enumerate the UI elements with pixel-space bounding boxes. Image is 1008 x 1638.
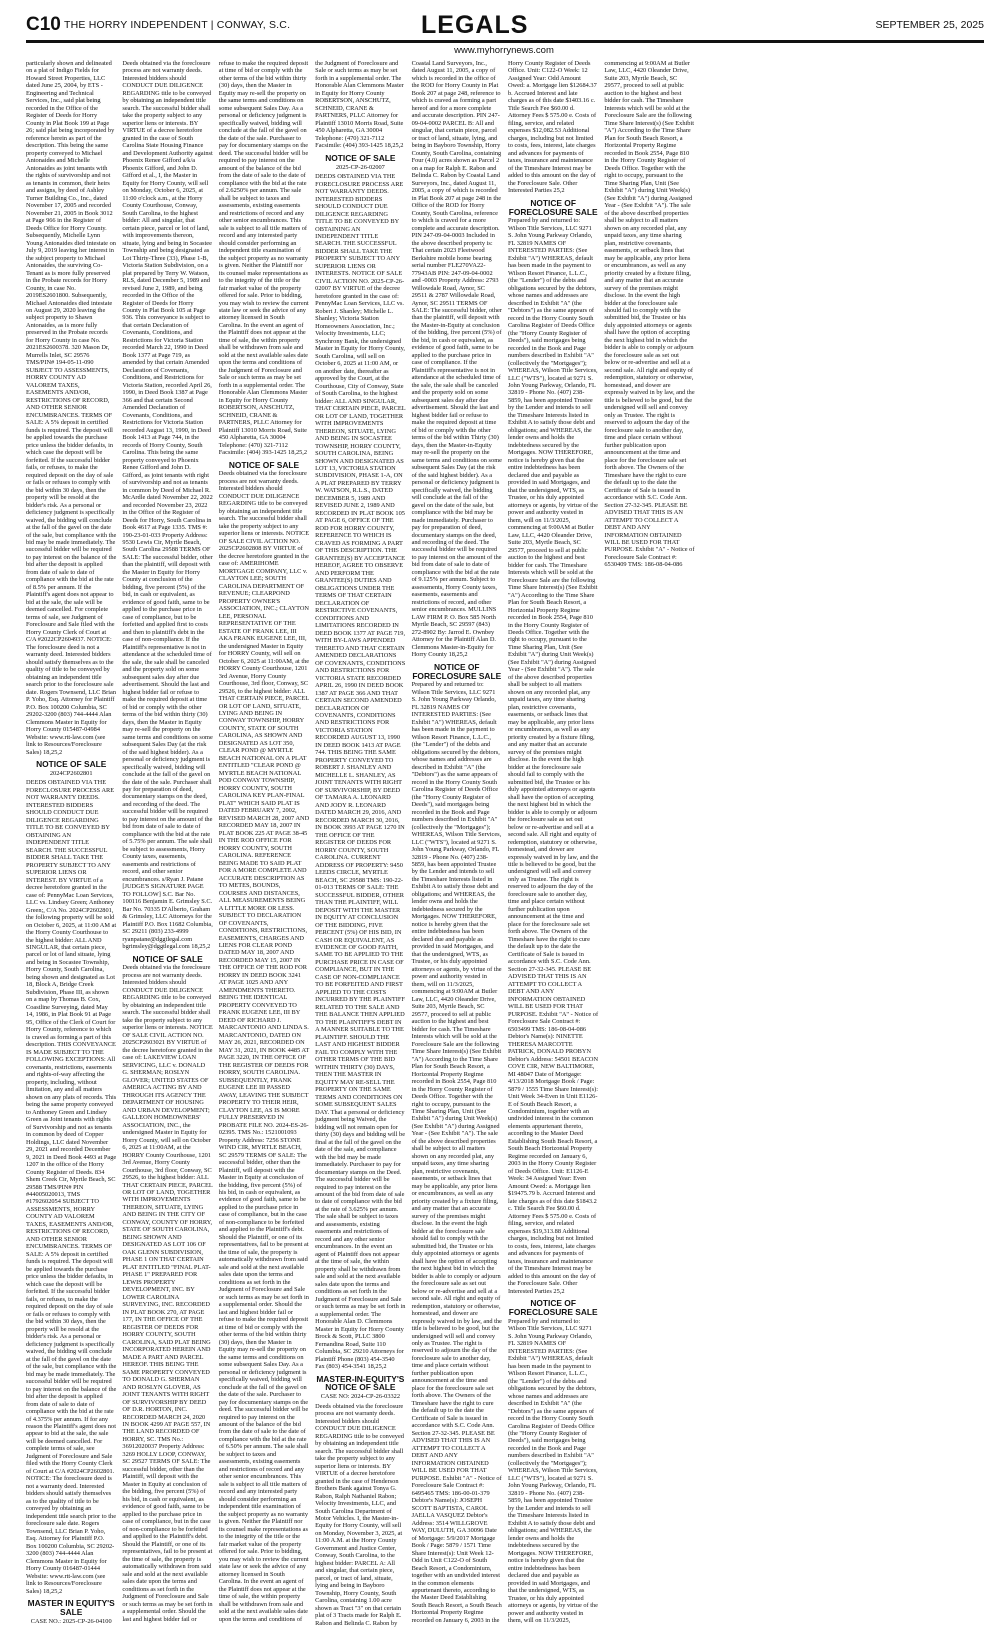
paper-name: THE HORRY INDEPENDENT | CONWAY, S.C. bbox=[64, 19, 291, 31]
notice-body: Prepared by and returned to: Wilson Title Services, LLC 9271 S. John Young Parkway Orlando, FL 32819 NAMES OF INTERESTED PARTIES: (See Exhibit "A") WHEREAS, default has been made in the payment to Wilson Resort Finance, L.L.C., (the "Lender") of the debts and obligations secured by the debtors, whose names and addresses are described in Exhibit "A" (the "Debtors") as the same appears of record in the Horry County South Carolina Register of Deeds Office (the "Horry County Register of Deeds"), said mortgages being recorded in the Book and Page numbers described in Exhibit "A" (collectively the "Mortgages"); WHEREAS, Wilson Title Services, LLC ("WTS"), located at 9271 S. John Young Parkway, Orlando, FL 32819 - Phone No. (407) 238-5859, has been appointed Trustee by the Lender and intends to sell the Timeshare Interests listed in Exhibit A to satisfy those debt and obligations; and WHEREAS, the lender owns and holds the indebtedness secured by the Mortgages. NOW THEREFORE, notice is hereby given that the entire indebtedness has been declared due and payable as provided in said Mortgages, and that the undersigned, WTS, as Trustee, or his duly appointed attorneys or agents, by virtue of the power and authority vested in them, will on 11/3/2025, commencing at 9:00AM at Butler Law, LLC, 4420 Oleander Drive, Suite 203, Myrtle Beach, SC 29577, proceed to sell at public auction to the highest and best bidder for cash. The Timeshare Interests which will be sold at the Foreclosure Sale are the following Time Share Interest(s) (See Exhibit "A") According to the Time Share Plan for South Beach Resort, a Horizontal Property Regime recorded in Book 2554, Page 810 in the Horry County Register of Deeds Office. Together with the right to occupy, pursuant to the Time Sharing Plan, Unit (See Exhibit "A") during Unit Week(s) (See Exhibit "A") during Assigned Year - (See Exhibit "A"). The sale of the above described properties shall be subject to all matters shown on any recorded plat, any unpaid taxes, any time sharing plan, restrictive covenants, easements, or setback lines that may be applicable, any prior liens or encumbrances, as well as any priority created by a fixture filing, and any matter that an accurate survey of the premises might disclose. In the event the high bidder at the foreclosure sale should fail to comply with the submitted bid, the Trustee or his duly appointed attorneys or agents shall have the option of accepting the next highest bid in which the bidder is able to comply or adjourn the foreclosure sale as set out below or re-advertise and sell at a second sale. All right and equity of redemption, statutory or otherwise, homestead, and dower are expressly waived in by law, and the title is believed to be good, but the undersigned will sell and convey only as Trustee. The right is reserved to adjourn the day of the foreclosure sale to another day, time and place certain without further publication upon announcement at the time and place for the foreclosure sale set forth above. The Owners of the Timeshare have the right to cure the default up to the date the Certificate of Sale is issued in accordance with S.C. Code Ann. Section 27-32-345. PLEASE BE ADVISED THAT THIS IS AN ATTEMPT TO COLLECT A DEBT AND ANY INFORMATION OBTAINED WILL BE USED FOR THAT PURPOSE. Exhibit "A" - Notice of Foreclosure Sale Contract #: 6495465 TMS: 186-00-01-379 Debtor's Name(s): JOSEPH SCOTT BAPTISTA, CAROL JAELLA VASQUEZ Debtor's Address: 3514 WILLGROVE WAY, DULUTH, GA 30096 Date of Mortgage: 5/9/2017 Mortgage Book / Page: 5879 / 1571 Time Share Interest(s): Unit Week 12-Odd in Unit C122-O of South Beach Resort, a Condominium, together with an undivided interest in the common elements appurtenant thereto, according to the Master Deed Establishing South Beach Resort, a South Beach Horizontal Property Regime recorded on January 6, 2003 in the Horry County Register of Deeds Office. Unit: C122-O Week: 12 Assigned Year: Odd Amount Owed: a. Mortgage lien $12684.37 b. Accrued Interest and late charges as of this date $1403.16 c. Title Search Fee $60.00 d. Attorney Fees $ 575.00 e. Costs of filing, service, and related expenses $12,082.53 Additional charges, including but not limited to costs, fees, interest, late charges and advances for payments of taxes, insurance and maintenance of the Timeshare Interest may be added to this amount on the day of the Foreclosure Sale. Other Interested Parties 25,2 bbox=[411, 60, 597, 1624]
page-number: C10 bbox=[26, 14, 61, 35]
notice-heading: NOTICE OF SALE bbox=[36, 759, 107, 770]
legal-notice bbox=[508, 199, 598, 1295]
notice-body: Deeds obtained via the foreclosure process are not warranty deeds. Interested bidders should CONDUCT DUE DILIGENCE REGARDING title to be conveyed by obtaining an independent title search. The successful bidder shall take the property subject to any superior liens or interests. NOTICE OF SALE CIVIL ACTION NO. 2025CP2602808 BY VIRTUE of the decree heretofore granted in the case of: AMERIHOME MORTGAGE COMPANY, LLC v. CLAYTON LEE; SOUTH CAROLINA DEPARTMENT OF REVENUE; CLEARPOND PROPERTY OWNER'S ASSOCIATION, INC.; CLAYTON LEE, PERSONAL REPRESENTATIVE OF THE ESTATE OF FRANK LEE, III AKA FRANK EUGENE LEE, III, the undersigned Master in Equity for HORRY County, will sell on October 6, 2025 at 11:00AM, at the HORRY County Courthouse, 1201 3rd Avenue, Horry County Courthouse, 3rd floor, Conway, SC 29526, to the highest bidder: ALL THAT CERTAIN PIECE, PARCEL OR LOT OF LAND, SITUATE, LYING AND BEING IN CONWAY TOWNSHIP, HORRY COUNTY, STATE OF SOUTH CAROLINA, AS SHOWN AND DESIGNATED AS LOT 350, CLEAR POND @ MYRTLE BEACH NATIONAL ON A PLAT ENTITLED "CLEAR POND @ MYRTLE BEACH NATIONAL POD CONWAY TOWNSHIP, HORRY COUNTY, SOUTH CAROLINA KEY PLAN-FINAL PLAT" WHICH SAID PLAT IS DATED FEBRUARY 7, 2002, REVISED MARCH 28, 2007 AND RECORDED MAY 18, 2007 IN PLAT BOOK 225 AT PAGE 38-45 IN THE ROD OFFICE FOR HORRY COUNTY, SOUTH CAROLINA. REFERENCE BEING MADE TO SAID PLAT FOR A MORE COMPLETE AND ACCURATE DESCRIPTION AS TO METES, BOUNDS, COURSES AND DISTANCES, ALL MEASUREMENTS BEING A LITTLE MORE OR LESS. SUBJECT TO DECLARATION OF COVENANTS, CONDITIONS, RESTRICTIONS, EASEMENTS, CHARGES AND LIENS FOR CLEAR POND DATED MAY 18, 2007 AND RECORDED MAY 15, 2007 IN THE OFFICE OF THE ROD FOR HORRY IN DEED BOOK 3241 AT PAGE 1025 AND ANY AMENDMENTS THERETO. BEING THE IDENTICAL PROPERTY CONVEYED TO FRANK EUGENE LEE, III BY DEED OF RICHARD J. MARCANTONIO AND LINDA S. MARCANTONIO, DATED ON MAY 26, 2021, RECORDED ON MAY 31, 2021, IN BOOK 4485 AT PAGE 3220, IN THE OFFICE OF THE REGISTER OF DEEDS FOR HORRY, SOUTH CAROLINA. SUBSEQUENTLY, FRANK EUGENE LEE III PASSED AWAY, LEAVING THE SUBJECT PROPERTY TO THEIR HEIR, CLAYTON LEE, AS IS MORE FULLY PRESERVED IN PROBATE FILE NO. 2024-ES-26-02395. TMS No.: 1521001093 Property Address: 7256 STONE WIND CIR, MYRTLE BEACH, SC 29579 TERMS OF SALE: The successful bidder, other than the Plaintiff, will deposit with the Master in Equity at conclusion of the bidding, five percent (5%) of his bid, in cash or equivalent, as evidence of good faith, same to be applied to the purchase price in case of compliance, but in the case of non-compliance to be forfeited and applied to the Plaintiff's debt. Should the Plaintiff, or one of its representatives, fail to be present at the time of sale, the property is automatically withdrawn from said sale and sold at the next available sales date upon the terms and conditions as set forth in the Judgment of Foreclosure and Sale or such terms as may be set forth in a supplemental order. Should the last and highest bidder fail or refuse to make the required deposit at time of bid or comply with the other terms of the bid within thirty (30) days, then the Master in Equity may re-sell the property on the same terms and conditions on some subsequent Sales Day. As a personal or deficiency judgment is specifically waived, bidding will conclude at the fall of the gavel on the date of the sale. Purchaser to pay for documentary stamps on the deed. The successful bidder will be required to pay interest on the amount of the balance of the bid from the date of sale to the date of compliance with the bid at the rate of 6.50% per annum. The sale shall be subject to taxes and assessments, existing easements and restrictions of record and any other senior encumbrances. This sale is subject to all title matters of record and any interested party should consider performing an independent title examination of the subject property as no warranty is given. Neither the Plaintiff nor its counsel make representations as to the integrity of the title or the fair market value of the property offered for sale. Prior to bidding, you may wish to review the current state law or seek the advice of any attorney licensed in South Carolina. In the event an agent of the Plaintiff does not appear at the time of sale, the within property shall be withdrawn from sale and sold at the next available sales date upon the terms and conditions of the Judgment of Foreclosure and Sale or such terms as may be set forth in a supplemental order. The Honorable Alan Clemmons Master in Equity for Horry County ROBERTSON, ANSCHUTZ, SCHNEID, CRANE & PARTNERS, PLLC Attorney for Plaintiff 13010 Morris Road, Suite 450 Alpharetta, GA 30004 Telephone: (470) 321-7112 Facsimile: (404) 393-1425 18,25,2 bbox=[218, 60, 404, 1623]
notice-body: particularly shown and delineated on a plat of Indigo Fields for Howard Street Properties, LLC dated June 25, 2004, by ETS - Engineering and Technical Services, Inc., said plat being recorded in the Office of the Register of Deeds for Horry County in Plat Book 199 at Page 26; said plat being incorporated by reference herein as part of the description. This being the same property conveyed to Michael Antonaides and Michelle Antonaides as joint tenants with the rights of survivorship and not as tenants in common, their heirs and assigns, by deed of Ashley Turner Building Co., Inc., dated November 17, 2005 and recorded November 21, 2005 in Book 3012 at Page 966 in the Register of Deeds Office for Horry County. Subsequently, Michelle Lynn Young Antonaides died intestate on July 9, 2019 leaving her interest in the subject property to Michael Antonaides, the surviving Co-Tenant as is more fully preserved in the Probate records for Horry County, in case No. 2019ES2601800. Subsequently, Michael Antonaides died intestate on August 29, 2020 leaving the subject property to Shawn Antonaides, as is more fully preserved in the Probate records for Horry County in case No. 2021ES2600378. 320 Mason Dr, Murrells Inlet, SC 29576 TMS/PIN# 194-05-11-090 SUBJECT TO ASSESSMENTS, HORRY COUNTY AD VALOREM TAXES, EASEMENTS AND/OR, RESTRICTIONS OF RECORD, AND OTHER SENIOR ENCUMBRANCES. TERMS OF SALE: A 5% deposit in certified funds is required. The deposit will be applied towards the purchase price unless the bidder defaults, in which case the deposit will be forfeited. If the successful bidder fails, or refuses, to make the required deposit on the day of sale or fails or refuses to comply with the bid within 30 days, then the property will be resold at the bidder's risk. As a personal or deficiency judgment is specifically waived, the bidding will conclude at the fall of the gavel on the date of the sale, but compliance with the bid may be made immediately. The successful bidder will be required to pay interest on the balance of the bid after the deposit is applied from date of sale to date of compliance with the bid at the rate of 8.5% per annum. If the Plaintiff's agent does not appear to bid at the sale, the sale will be deemed cancelled. For complete terms of sale, see Judgment of Foreclosure and Sale filed with the Horry County Clerk of Court at C/A #2022CP2604937. NOTICE: The foreclosure deed is not a warranty deed. Interested bidders should satisfy themselves as to the quality of title to be conveyed by obtaining an independent title search prior to the foreclosure sale date. Rogers Townsend, LLC Brian P. Yoho, Esq. Attorney for Plaintiff P.O. Box 100200 Columbia, SC 29202-3200 (803) 744-4444 Alan Clemmons Master in Equity for Horry County 015487-04984 Website: www.rtt-law.com (see link to Resources/Foreclosure Sales) 18,25,2 bbox=[26, 60, 117, 756]
notice-body: Deeds obtained via the foreclosure process are not warranty deeds. Interested bidders should CONDUCT DUE DILIGENCE REGARDING title to be conveyed by obtaining an independent title search. The successful bidder shall take the property subject to any superior liens or interests. BY VIRTUE of a decree heretofore granted in the case of South Carolina State Housing Finance and Development Authority against Phoenix Renee Gifford a/k/a Phoenix Gifford, and John D. Gifford et al., I, the Master in Equity for Horry County, will sell on Monday, October 6, 2025, at 11:00 o'clock a.m., at the Horry County Courthouse, Conway, South Carolina, to the highest bidder: All and singular, that certain piece, parcel or lot of land, with improvements thereon, situate, lying and being in Socastee Township and being designated as Lot Thirty-Three (33), Phase 1-B, Victoria Station Subdivision, on a plat prepared by Terry W. Watson, RLS, dated December 5, 1989 and revised June 2, 1989, and being recorded in the Office of the Register of Deeds for Horry County in Plat Book 105 at Page 936. This conveyance is subject to that certain Declaration of Covenants, Conditions, and Restrictions for Victoria Station recorded March 22, 1990 in Deed Book 1377 at Page 719, as amended by that certain Amended Declaration of Covenants, Conditions, and Restrictions for Victoria Station, recorded April 26, 1990, in Deed Book 1387 at Page 366 and that certain Second Amended Declaration of Covenants, Conditions, and Restrictions for Victoria Station recorded August 13, 1990, in Deed Book 1413 at Page 744, in the records of Horry County, South Carolina. This being the same property conveyed to Phoenix Renee Gifford and John D. Gifford, as joint tenants with right of survivorship and not as tenants in common by Deed of Michael R. McArdle dated November 22, 2022 and recorded November 23, 2022 in the Office of the Register of Deeds for Horry, South Carolina in Book 4617 at Page 1335. TMS #: 190-23-01-033 Property Address: 9530 Lewis Cir, Myrtle Beach, South Carolina 29588 TERMS OF SALE: The successful bidder, other than the plaintiff, will deposit with the Master in Equity for Horry County at conclusion of the bidding, five percent (5%) of the bid, in cash or equivalent, as evidence of good faith, same to be applied to the purchase price in case of compliance, but to be forfeited and applied first to costs and then to plaintiff's debt in the case of non-compliance. If the Plaintiff's representative is not in attendance at the scheduled time of the sale, the sale shall be canceled and the property sold on some subsequent sales day after due advertisement. Should the last and highest bidder fail or refuse to make the required deposit at time of bid or comply with the other terms of the bid within thirty (30) days, then the Master in Equity may re-sell the property on the same terms and conditions on some subsequent Sales Day (at the risk of the said highest bidder). As a personal or deficiency judgment is specifically waived, bidding will conclude at the fall of the gavel on the date of the sale. Purchaser shall pay for preparation of deed, documentary stamps on the deed, and recording of the deed. The successful bidder will be required to pay interest on the amount of the bid from date of sale to date of compliance with the bid at the rate of 5.75% per annum. The sale shall be subject to assessments, Horry County taxes, easements, easements and restrictions of record, and other senior encumbrances. s/Ryan J. Patane [JUDGE'S SIGNATURE PAGE TO FOLLOW] S.C. Bar No. 100116 Benjamin E. Grimsley S.C. Bar No. 70335 D'Alberto, Graham & Grimsley, LLC Attorneys for the Plaintiff P.O. Box 11682 Columbia, SC 29211 (803) 233-4999 ryanpatane@dggtlegal.com bgrimsley@dggtlegal.com 18,25,2 bbox=[122, 60, 213, 951]
notice-heading: NOTICE OF SALE bbox=[325, 152, 396, 163]
legal-notice bbox=[26, 760, 116, 1595]
notice-heading: NOTICE OF SALE bbox=[132, 953, 203, 964]
notice-case-number: CASE NO: 2024-CP-26-03322 bbox=[320, 1393, 401, 1401]
notice-body: Deeds obtained via the foreclosure process are not warranty deeds. Interested bidders should CONDUCT DUE DILIGENCE REGARDING title to be conveyed by obtaining an independent title search. The successful bidder shall take the property subject to any superior liens or interests. NOTICE OF SALE CIVIL ACTION NO. 2025CP2603021 BY VIRTUE of the decree heretofore granted in the case of: LAKEVIEW LOAN SERVICING, LLC v. DONALD G. SHERMAN; ROSLYN GLOVER; UNITED STATES OF AMERICA ACTING BY AND THROUGH ITS AGENCY THE DEPARTMENT OF HOUSING AND URBAN DEVELOPMENT; GALLEON HOMEOWNERS' ASSOCIATION, INC., the undersigned Master in Equity for Horry County, will sell on October 6, 2025 at 11:00AM, at the HORRY County Courthouse, 1201 3rd Avenue, Horry County Courthouse, 3rd floor, Conway, SC 29526, to the highest bidder: ALL THAT CERTAIN PIECE, PARCEL OR LOT OF LAND, TOGETHER WITH IMPROVEMENTS THEREON, SITUATE, LYING AND BEING IN THE CITY OF CONWAY, COUNTY OF HORRY, STATE OF SOUTH CAROLINA, BEING SHOWN AND DESIGNATED AS LOT 106 OF OAK GLENN SUBDIVISION, PHASE 1 ON THAT CERTAIN PLAT ENTITLED "FINAL PLAT- PHASE 1" PREPARED FOR LEWIS PROPERTY DEVELOPMENT, INC. BY LOWER CAROLINA SURVEYING, INC. RECORDED IN PLAT BOOK 270, AT PAGE 177, IN THE OFFICE OF THE REGISTER OF DEEDS FOR HORRY COUNTY, SOUTH CAROLINA, SAID PLAT BEING INCORPORATED HEREIN AND MADE A PART AND PARCEL HEREOF. THIS BEING THE SAME PROPERTY CONVEYED TO DONALD G. SHERMAN AND ROSLYN GLOVER, AS JOINT TENANTS WITH RIGHT OF SURVIVORSHIP BY DEED OF D.R. HORTON, INC. RECORDED MARCH 24, 2020 IN BOOK 4299 AT PAGE 557, IN THE LAND RECORDED OF HORRY, SC. TMS No.: 36912020037 Property Address: 3269 HOLLY LOOP, CONWAY, SC 29527 TERMS OF SALE: The successful bidder, other than the Plaintiff, will deposit with the Master in Equity at conclusion of the bidding, five percent (5%) of his bid, in cash or equivalent, as evidence of good faith, same to be applied to the purchase price in case of compliance, but in the case of non-compliance to be forfeited and applied to the Plaintiff's debt. Should the Plaintiff, or one of its representatives, fail to be present at the time of sale, the property is automatically withdrawn from said sale and sold at the next available sales date upon the terms and conditions as set forth in the Judgment of Foreclosure and Sale or such terms as may be set forth in a supplemental order. Should the last and highest bidder fail or refuse to make the required deposit at time of bid or comply with the other terms of the bid within thirty (30) days, then the Master in Equity may re-sell the property on the same terms and conditions on some subsequent Sales Day. As a personal or deficiency judgment is specifically waived, bidding will conclude at the fall of the gavel on the date of the sale. Purchaser to pay for documentary stamps on the deed. The successful bidder will be required to pay interest on the amount of the balance of the bid from the date of sale to the date of compliance with the bid at the rate of 2.6250% per annum. The sale shall be subject to taxes and assessments, existing easements and restrictions of record and any other senior encumbrances. This sale is subject to all title matters of record and any interested party should consider performing an independent title examination of the subject property as no warranty is given. Neither the Plaintiff nor its counsel make representations as to the integrity of the title or the fair market value of the property offered for sale. Prior to bidding, you may wish to review the current state law or seek the advice of any attorney licensed in South Carolina. In the event an agent of the Plaintiff does not appear at the time of sale, the within property shall be withdrawn from sale and sold at the next available sales date upon the terms and conditions of the Judgment of Foreclosure and Sale or such terms as may be set forth in a supplemental order. The Honorable Alan Clemmons Master in Equity for Horry County ROBERTSON, ANSCHUTZ, SCHNEID, CRANE & PARTNERS, PLLC Attorney for Plaintiff 13010 Morris Road, Suite 450 Alpharetta, GA 30004 Telephone: (470) 321-7112 Facsimile: (404) 393-1425 18,25,2 bbox=[122, 60, 309, 1623]
notice-heading: MASTER IN EQUITY'S SALE bbox=[27, 1598, 115, 1617]
notice-body: Deeds obtained via the foreclosure process are not warranty deeds. Interested bidders should CONDUCT DUE DILIGENCE REGARDING title to be conveyed by obtaining an independent title search. The successful bidder shall take the property subject to any superior liens or interests. BY VIRTUE of a decree heretofore granted in the case of Henderson Brothers Bank against Tonya G. Rabon, Ralph Nathaniel Rabon; Velocity Investments, LLC, and South Carolina Department of Motor Vehicles. I, the Master-in-Equity for Horry County, will sell on Monday, November 3, 2025, at 11:00 A.M. at the Horry County Government and Justice Center, Conway, South Carolina, to the highest bidder: PARCEL A: All and singular, that certain piece, parcel, or tract of land, situate, lying and being in Bayboro Township, Horry County, South Carolina, containing 1.00 acre shown as Tract "3" on that certain plat of 3 Tracts made for Ralph E. Rabon and Belinda C. Rabon by Coastal Land Surveyors, Inc., dated August 11, 2005, a copy of which is recorded in the office of the ROD for Horry County in Plat Book 207 at page 248, reference to which is craved as forming a part hereof and for a more complete and accurate description. PIN 247-09-04-0002 PARCEL B: All and singular, that certain piece, parcel or tract of land, situate, lying, and being in Bayboro Township, Horry County, South Carolina, containing Four (4.0) acres shown as Parcel 2 on a map for Ralph E. Rabon and Belinda C. Rabon by Coastal Land Surveyors, Inc., dated August 11, 2005, a copy of which is recorded in Plat Book 207 at page 248 in the Office of the ROD for Horry County, South Carolina, reference to which is craved for a more complete and accurate description. PIN 247-09-04-0003 Included in the above described property is: That certain 2023 Fleetwood Berkshire mobile home bearing serial number FLE270VA22-77943AB PIN: 247-09-04-0002 and -0003 Property Address: 2793 Willowdale Road, Aynor, SC 29511 & 2787 Willowdale Road, Aynor, SC 29511 TERMS OF SALE: The successful bidder, other than the plaintiff, will deposit with the Master-in-Equity at conclusion of the bidding, five percent (5%) of the bid, in cash or equivalent, as evidence of good faith, same to be applied to the purchase price in case of compliance. If the Plaintiff's representative is not in attendance at the scheduled time of the sale, the sale shall be canceled and the property sold on some subsequent sales day after due advertisement. Should the last and highest bidder fail or refuse to make the required deposit at time of bid or comply with the other terms of the bid within Thirty (30) days, then the Master-in-Equity may re-sell the property on the same terms and conditions on some subsequent Sales Day (at the risk of the said highest bidder). As a personal or deficiency judgment is specifically waived, the bidding will conclude at the fall of the gavel on the date of the sale, but compliance with the bid may be made immediately. Purchaser to pay for preparation of deed, documentary stamps on the deed, and recording of the deed. The successful bidder will be required to pay interest on the amount of the bid from date of sale to date of compliance with the bid at the rate of 9.125% per annum. Subject to assessments, Horry County taxes, easements, easements and restrictions of record, and other senior encumbrances. MULLINS LAW FIRM P. O. Box 585 North Myrtle Beach, SC 29597 (843) 272-8902 By: Jarrod E. Ownbey Attorney for the Plaintiff Alan D. Clemmons Master-in-Equity for Horry County 18,25,2 bbox=[315, 60, 502, 1627]
notice-heading: MASTER-IN-EQUITY'S NOTICE OF SALE bbox=[316, 1373, 405, 1393]
notice-heading: NOTICE OF SALE bbox=[228, 459, 300, 470]
notice-heading: NOTICE OF FORECLOSURE SALE bbox=[508, 1298, 598, 1317]
notice-body: DEEDS OBTAINED VIA THE FORECLOSURE PROCESS ARE NOT WARRANTY DEEDS. INTERESTED BIDDERS SHOULD CONDUCT DUE DILIGENCE REGARDING TITLE TO BE CONVEYED BY OBTAINING AN INDEPENDENT TITLE SEARCH. THE SUCCESSFUL BIDDER SHALL TAKE THE PROPERTY SUBJECT TO ANY SUPERIOR LIENS OR INTEREST. BY VIRTUE of a decree heretofore granted in the case of: PennyMac Loan Services, LLC vs. Lindsey Green; Anthoney Green;, C/A No. 2024CP2602801, the following property will be sold on October 6, 2025, at 11:00 AM at the Horry County Courthouse to the highest bidder: ALL AND SINGULAR, that certain piece, parcel or lot of land situate, lying and being in Socastee Township, Horry County, South Carolina, being shown and designated as Lot 18, Block A, Bridge Creek Subdivision, Phase III, as shown on a map by Thomas B. Cox, Coastline Surveying, dated May 14, 1986, in Plat Book 91 at Page 95, Office of the Clerk of Court for Horry County, reference to which is craved as forming a part of this description. THIS CONVEYANCE IS MADE SUBJECT TO THE FOLLOWING EXCEPTIONS: All covenants, restrictions, easements and rights-of-way affecting the property, including, without limitation, any and all matters shown on any plats of records. This being the same property conveyed to Anthoney Green and Lindsey Green as Joint tenants with rights of Survivorship and not as tenants in common by deed of Copper Holdings, LLC dated November 29, 2021 and recorded December 9, 2021 in Deed Book 4493 at Page 1207 in the office of the Horry County Register of Deeds. 834 Shem Creek Cir, Myrtle Beach, SC 29588 TMS/PIN# PIN #44005020013, TMS #1792602054 SUBJECT TO ASSESSMENTS, HORRY COUNTY AD VALOREM TAXES, EASEMENTS AND/OR, RESTRICTIONS OF RECORD, AND OTHER SENIOR ENCUMBRANCES. TERMS OF SALE: A 5% deposit in certified funds is required. The deposit will be applied towards the purchase price unless the bidder defaults, in which case the deposit will be forfeited. If the successful bidder fails, or refuses, to make the required deposit on the day of sale or fails or refuses to comply with the bid within 30 days, then the property will be resold at the bidder's risk. As a personal or deficiency judgment is specifically waived, the bidding will conclude at the fall of the gavel on the date of the sale, but compliance with the bid may be made immediately. The successful bidder will be required to pay interest on the balance of the bid after the deposit is applied from date of sale to date of compliance with the bid at the rate of 4.375% per annum. If for any reason the Plaintiff's agent does not appear to bid at the sale, the sale will be deemed cancelled. For complete terms of sale, see Judgment of Foreclosure and Sale filed with the Horry County Clerk of Court at C/A #2024CP2602801. NOTICE: The foreclosure deed is not a warranty deed. Interested bidders should satisfy themselves as to the quality of title to be conveyed by obtaining an independent title search prior to the foreclosure sale date. Rogers Townsend, LLC Brian P. Yoho, Esq. Attorney for Plaintiff P.O. Box 100200 Columbia, SC 29202-3200 (803) 744-4444 Alan Clemmons Master in Equity for Horry County 016487-01444 Website: www.rtt-law.com (see link to Resources/Foreclosure Sales) 18,25,2 bbox=[26, 779, 117, 1595]
legal-notice bbox=[315, 154, 405, 1371]
section-title: LEGALS bbox=[421, 11, 529, 39]
notice-body: Prepared by and returned to: Wilson Title Services, LLC 9271 S. John Young Parkway Orlando, FL 32819 NAMES OF INTERESTED PARTIES: (See Exhibit "A") WHEREAS, default has been made in the payment to Wilson Resort Finance, L.L.C., (the "Lender") of the debts and obligations secured by the debtors, whose names and addresses are described in Exhibit "A" (the "Debtors") as the same appears of record in the Horry County South Carolina Register of Deeds Office (the "Horry County Register of Deeds"), said mortgages being recorded in the Book and Page numbers described in Exhibit "A" (collectively the "Mortgages"); WHEREAS, Wilson Title Services, LLC ("WTS"), located at 9271 S. John Young Parkway, Orlando, FL 32819 - Phone No. (407) 238-5859, has been appointed Trustee by the Lender and intends to sell the Timeshare Interests listed in Exhibit A to satisfy those debt and obligations; and WHEREAS, the lender owns and holds the indebtedness secured by the Mortgages. NOW THEREFORE, notice is hereby given that the entire indebtedness has been declared due and payable as provided in said Mortgages, and that the undersigned, WTS, as Trustee, or his duly appointed attorneys or agents, by virtue of the power and authority vested in them, will on 11/3/2025, commencing at 9:00AM at Butler Law, LLC, 4420 Oleander Drive, Suite 203, Myrtle Beach, SC 29577, proceed to sell at public auction to the highest and best bidder for cash. The Timeshare Interests which will be sold at the Foreclosure Sale are the following Time Share Interest(s) (See Exhibit "A") According to the Time Share Plan for South Beach Resort, a Horizontal Property Regime recorded in Book 2554, Page 810 in the Horry County Register of Deeds Office. Together with the right to occupy, pursuant to the Time Sharing Plan, Unit (See Exhibit "A") during Unit Week(s) (See Exhibit "A") during Assigned Year - (See Exhibit "A"). The sale of the above described properties shall be subject to all matters shown on any recorded plat, any unpaid taxes, any time sharing plan, restrictive covenants, easements, or setback lines that may be applicable, any prior liens or encumbrances, as well as any priority created by a fixture filing, and any matter that an accurate survey of the premises might disclose. In the event the high bidder at the foreclosure sale should fail to comply with the submitted bid, the Trustee or his duly appointed attorneys or agents shall have the option of accepting the next highest bid in which the bidder is able to comply or adjourn the foreclosure sale as set out below or re-advertise and sell at a second sale. All right and equity of redemption, statutory or otherwise, homestead, and dower are expressly waived in by law, and the title is believed to be good, but the undersigned will sell and convey only as Trustee. The right is reserved to adjourn the day of the foreclosure sale to another day, time and place certain without further publication upon announcement at the time and place for the foreclosure sale set forth above. The Owners of the Timeshare have the right to cure the default up to the date the Certificate of Sale is issued in accordance with S.C. Code Ann. Section 27-32-345. PLEASE BE ADVISED THAT THIS IS AN ATTEMPT TO COLLECT A DEBT AND ANY INFORMATION OBTAINED WILL BE USED FOR THAT PURPOSE. Exhibit "A" - Notice of Foreclosure Sale Contract #: 6530409 TMS: 186-08-04-086 bbox=[507, 60, 695, 1625]
notice-case-number: 2024CP2602801 bbox=[49, 769, 93, 777]
notice-case-number: 2025-CP-26-02007 bbox=[335, 163, 385, 171]
notice-body: DEEDS OBTAINED VIA THE FORECLOSURE PROCESS ARE NOT WARRANTY DEEDS. INTERESTED BIDDERS SHOULD CONDUCT DUE DILIGENCE REGARDING TITLE TO BE CONVEYED BY OBTAINING AN INDEPENDENT TITLE SEARCH. THE SUCCESSFUL BIDDER SHALL TAKE THE PROPERTY SUBJECT TO ANY SUPERIOR LIENS OR INTERESTS. NOTICE OF SALE CIVIL ACTION NO. 2025-CP-26-02007 BY VIRTUE of the decree heretofore granted in the case of: PennyMac Loan Services, LLC vs. Robert J. Shanley; Michelle L. Shanley; Victoria Station Homeowners Association, Inc.; Velocity Investments, LLC; Synchrony Bank, the undersigned Master in Equity for Horry County, South Carolina, will sell on October 6, 2025 at 11:00 AM, or on another date, thereafter as approved by the Court, at the Courthouse, City of Conway, State of South Carolina, to the highest bidder: ALL AND SINGULAR, THAT CERTAIN PIECE, PARCEL OR LOT OF LAND, TOGETHER WITH IMPROVEMENTS THEREON, SITUATE, LYING AND BEING IN SOCASTEE TOWNSHIP, HORRY COUNTY, SOUTH CAROLINA, BEING SHOWN AND DESIGNATED AS LOT 13, VICTORIA STATION SUBDIVISION, PHASE 1-A, ON A PLAT PREPARED BY TERRY W. WATSON, R.L.S., DATED DECEMBER 5, 1989 AND REVISED JUNE 2, 1989 AND RECORDED IN PLAT BOOK 105 AT PAGE 6, OFFICE OF THE ROD FOR HORRY COUNTY, REFERENCE TO WHICH IS CRAVED AS FORMING A PART OF THIS DESCRIPTION. THE GRANTEE(S) BY ACCEPTANCE HEREOF, AGREE TO OBSERVE AND PERFORM THE GRANTEE(S) DUTIES AND OBLIGATIONS UNDER THE TERMS OF THAT CERTAIN DECLARATION OF RESTRICTIVE COVENANTS, CONDITIONS AND LIMITATIONS RECORDED IN DEED BOOK 1377 AT PAGE 719, WITH BY-LAWS APPENDED THERETO AND THAT CERTAIN AMENDED DECLARATIONS OF COVENANTS, CONDITIONS AND RESTRICTIONS FOR VICTORIA STATE RECORDED APRIL 26, 1990 IN DEED BOOK 1387 AT PAGE 366 AND THAT CERTAIN SECOND AMENDED DECLARATION OF COVENANTS, CONDITIONS AND RESTRICTIONS FOR VICTORIA STATION RECORDED AUGUST 13, 1990 IN DEED BOOK 1413 AT PAGE 744. THIS BEING THE SAME PROPERTY CONVEYED TO ROBERT J. SHANLEY AND MICHELLE L. SHANLEY, AS JOINT TENANTS WITH RIGHT OF SURVIVORSHIP, BY DEED OF TAMARA A. LEONARD AND JODY R. LEONARD DATED MARCH 29, 2016, AND RECORDED MARCH 30, 2016, IN BOOK 3993 AT PAGE 1270 IN THE OFFICE OF THE REGISTER OF DEEDS FOR HORRY COUNTY, SOUTH CAROLINA. CURRENT ADDRESS OF PROPERTY: 9450 LEEDS CIRCLE, MYRTLE BEACH, SC 29588 TMS: 190-22-01-013 TERMS OF SALE: THE SUCCESSFUL BIDDER, OTHER THAN THE PLAINTIFF, WILL DEPOSIT WITH THE MASTER IN EQUITY AT CONCLUSION OF THE BIDDING, FIVE PERCENT (5%) OF HIS BID, IN CASH OR EQUIVALENT, AS EVIDENCE OF GOOD FAITH, SAME TO BE APPLIED TO THE PURCHASE PRICE IN CASE OF COMPLIANCE, BUT IN THE CASE OF NON-COMPLIANCE TO BE FORFEITED AND FIRST APPLIED TO THE COSTS INCURRED BY THE PLAINTIFF RELATED TO THE SALE AND THE BALANCE THEN APPLIED TO THE PLAINTIFF'S DEBT IN A MANNER SUITABLE TO THE PLAINTIFF. SHOULD THE LAST AND HIGHEST BIDDER FAIL TO COMPLY WITH THE OTHER TERMS OF THE BID WITHIN THIRTY (30) DAYS, THEN THE MASTER IN EQUITY MAY RE-SELL THE PROPERTY ON THE SAME TERMS AND CONDITIONS ON SOME SUBSEQUENT SALES DAY. That a personal or deficiency judgment being Waived, the bidding will not remain open for thirty (30) days and bidding will be final at the fall of the gavel on the date of the sale, and compliance with the bid may be made immediately. Purchaser to pay for documentary stamps on the Deed. The successful bidder will be required to pay interest on the amount of the bid from date of sale to date of compliance with the bid at the rate of 3.625% per annum. The sale shall be subject to taxes and assessments, existing easements and restrictions of record and any other senior encumbrances. In the event an agent of Plaintiff does not appear at the time of sale, the within property shall be withdrawn from sale and sold at the next available sales date upon the terms and conditions as set forth in the Judgment of Foreclosure and Sale or such terms as may be set forth in a supplemental order. The Honorable Alan D. Clemmons Master in Equity for Horry County Brock & Scott, PLLC 3800 Fernandina Road, Suite 110 Columbia, SC 29210 Attorneys for Plaintiff Phone (803) 454-3540 Fax (803) 454-3541 18,25,2 bbox=[315, 173, 406, 1371]
legal-notices-columns bbox=[26, 60, 984, 1630]
notice-heading: NOTICE OF FORECLOSURE SALE bbox=[412, 661, 502, 681]
legal-notice bbox=[26, 60, 116, 756]
publication-date: SEPTEMBER 25, 2025 bbox=[875, 19, 984, 31]
notice-heading: NOTICE OF FORECLOSURE SALE bbox=[508, 197, 598, 217]
header-rule bbox=[26, 40, 984, 43]
notice-case-number: CASE NO.: 2025-CP-26-04100 bbox=[30, 1617, 112, 1625]
website-url[interactable]: www.myhorrynews.com bbox=[454, 45, 554, 56]
notice-body: Prepared by and returned to: Wilson Title Services, LLC 9271 S. John Young Parkway Orlando, FL 32819 NAMES OF INTERESTED PARTIES: (See Exhibit "A") WHEREAS, default has been made in the payment to Wilson Resort Finance, L.L.C., (the "Lender") of the debts and obligations secured by the debtors, whose names and addresses are described in Exhibit "A" (the "Debtors") as the same appears of record in the Horry County South Carolina Register of Deeds Office (the "Horry County Register of Deeds"), said mortgages being recorded in the Book and Page numbers described in Exhibit "A" (collectively the "Mortgages"); WHEREAS, Wilson Title Services, LLC ("WTS"), located at 9271 S. John Young Parkway, Orlando, FL 32819 - Phone No. (407) 238-5859, has been appointed Trustee by the Lender and intends to sell the Timeshare Interests listed in Exhibit A to satisfy those debt and obligations; and WHEREAS, the lender owns and holds the indebtedness secured by the Mortgages. NOW THEREFORE, notice is hereby given that the entire indebtedness has been declared due and payable as provided in said Mortgages, and that the undersigned, WTS, as Trustee, or his duly appointed attorneys or agents, by virtue of the power and authority vested in them, will on 11/3/2025, commencing at 9:00AM at Butler Law, LLC, 4420 Oleander Drive, Suite 203, Myrtle Beach, SC 29577, proceed to sell at public auction to the highest and best bidder for cash. The Timeshare Interests which will be sold at the Foreclosure Sale are the following Time Share Interest(s) (See Exhibit "A") According to the Time Share Plan for South Beach Resort, a Horizontal Property Regime recorded in Book 2554, Page 810 in the Horry County Register of Deeds Office. Together with the right to occupy, pursuant to the Time Sharing Plan, Unit (See Exhibit "A") during Unit Week(s) (See Exhibit "A") during Assigned Year - (See Exhibit "A"). The sale of the above described properties shall be subject to all matters shown on any recorded plat, any unpaid taxes, any time sharing plan, restrictive covenants, easements, or setback lines that may be applicable, any prior liens or encumbrances, as well as any priority created by a fixture filing, and any matter that an accurate survey of the premises might disclose. In the event the high bidder at the foreclosure sale should fail to comply with the submitted bid, the Trustee or his duly appointed attorneys or agents shall have the option of accepting the next highest bid in which the bidder is able to comply or adjourn the foreclosure sale as set out below or re-advertise and sell at a second sale. All right and equity of redemption, statutory or otherwise, homestead, and dower are expressly waived in by law, and the title is believed to be good, but the undersigned will sell and convey only as Trustee. The right is reserved to adjourn the day of the foreclosure sale to another day, time and place certain without further publication upon announcement at the time and place for the foreclosure sale set forth above. The Owners of the Timeshare have the right to cure the default up to the date the Certificate of Sale is issued in accordance with S.C. Code Ann. Section 27-32-345. PLEASE BE ADVISED THAT THIS IS AN ATTEMPT TO COLLECT A DEBT AND ANY INFORMATION OBTAINED WILL BE USED FOR THAT PURPOSE. Exhibit "A" - Notice of Foreclosure Sale Contract #: 6503499 TMS: 186-08-04-086 Debtor's Name(s): NINETTE THERESA MARCOTTE PATRICK, DONALD PROBYN Debtor's Address: 54501 BEACON COVE CIR, NEW BALTIMORE, MI 48047 Date of Mortgage: 4/13/2018 Mortgage Book / Page: 5879 / 1555 Time Share Interest(s): Unit Week 34-Even in Unit E1126-E of South Beach Resort, a Condominium, together with an undivided interest in the common elements appurtenant thereto, according to the Master Deed Establishing South Beach Resort, a South Beach Horizontal Property Regime recorded on January 6, 2003 in the Horry County Register of Deeds Office. Unit: E1126-E Week: 34 Assigned Year: Even Amount Owed: a. Mortgage lien $19475.79 b. Accrued Interest and late charges as of this date $1843.2 c. Title Search Fee $60.00 d. Attorney Fees $ 575.00 e. Costs of filing, service, and related expenses $19,313.88 Additional charges, including but not limited to costs, fees, interest, late charges and advances for payments of taxes, insurance and maintenance of the Timeshare Interest may be added to this amount on the day of the Foreclosure Sale. Other Interested Parties 25,2 bbox=[507, 217, 599, 1295]
